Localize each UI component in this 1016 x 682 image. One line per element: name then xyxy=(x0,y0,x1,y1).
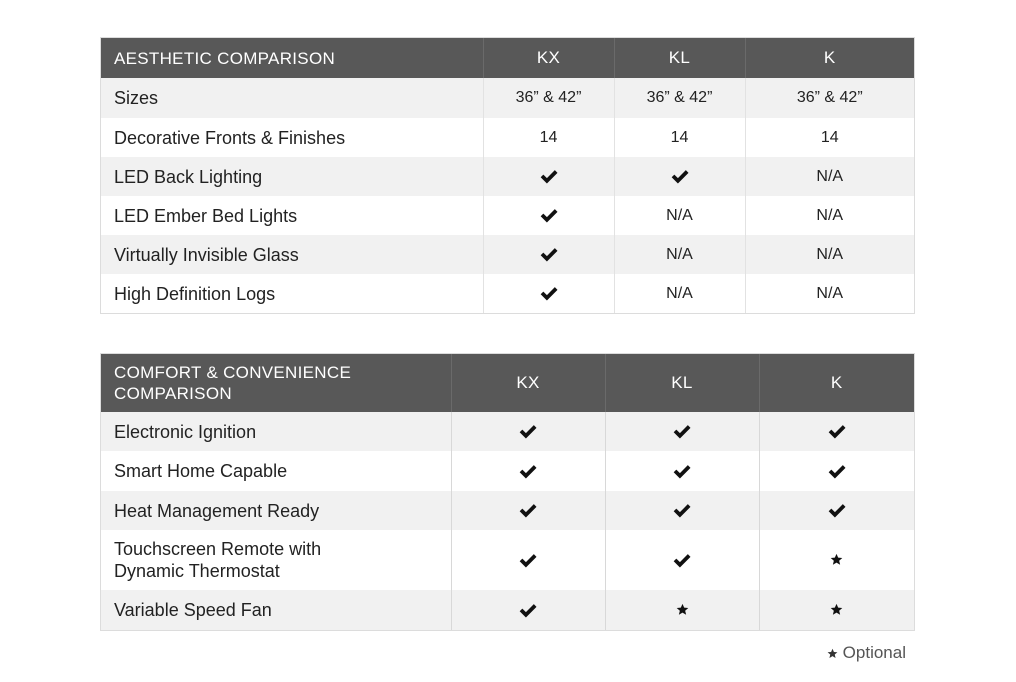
row-label-line: Electronic Ignition xyxy=(114,421,257,442)
cell-value: 14 xyxy=(820,128,839,146)
column-header-k: K xyxy=(745,38,914,78)
table-row xyxy=(101,196,914,235)
cell-kx xyxy=(483,196,614,235)
check-icon xyxy=(827,422,847,440)
row-label: LED Back Lighting xyxy=(101,157,483,196)
footnote-text: Optional xyxy=(842,643,906,662)
cell-kl xyxy=(605,530,759,590)
cell-kl xyxy=(614,157,745,196)
check-icon xyxy=(539,167,559,185)
cell-kx xyxy=(483,118,614,157)
comfort-header-row xyxy=(101,354,914,412)
table-row xyxy=(101,235,914,274)
aesthetic-table-title: AESTHETIC COMPARISON xyxy=(101,38,483,78)
cell-kx xyxy=(451,590,605,630)
star-icon xyxy=(676,603,689,616)
cell-value: N/A xyxy=(816,167,844,185)
cell-kl xyxy=(605,412,759,451)
table-row xyxy=(101,451,914,491)
check-icon xyxy=(518,501,538,519)
row-label: Virtually Invisible Glass xyxy=(101,235,483,274)
cell-value: N/A xyxy=(666,284,693,302)
row-label-line: Smart Home Capable xyxy=(114,461,288,481)
cell-value: N/A xyxy=(666,245,693,263)
row-label xyxy=(101,451,451,491)
check-icon xyxy=(518,551,538,569)
cell-kx xyxy=(451,530,605,590)
cell-value: N/A xyxy=(816,284,844,302)
check-icon xyxy=(672,462,692,480)
cell-kl xyxy=(614,235,745,274)
column-header-k: K xyxy=(759,354,914,412)
cell-kx xyxy=(451,491,605,530)
column-header-kx: KX xyxy=(451,354,605,412)
row-label-line: Touchscreen Remote with xyxy=(114,539,322,559)
check-icon xyxy=(827,462,847,480)
row-label-line: Variable Speed Fan xyxy=(114,600,272,620)
row-label: Sizes xyxy=(101,78,483,118)
row-label: Decorative Fronts & Finishes xyxy=(101,118,483,157)
row-label xyxy=(101,590,451,630)
cell-kx xyxy=(483,235,614,274)
row-label xyxy=(101,412,451,451)
cell-kx xyxy=(483,274,614,313)
cell-k xyxy=(759,530,914,590)
star-icon xyxy=(827,648,838,659)
cell-k xyxy=(759,491,914,530)
check-icon xyxy=(539,245,559,263)
cell-kl xyxy=(605,590,759,630)
cell-value: N/A xyxy=(816,206,844,224)
row-label: LED Ember Bed Lights xyxy=(101,196,483,235)
check-icon xyxy=(672,501,692,519)
check-icon xyxy=(518,462,538,480)
comfort-title-line1: COMFORT & CONVENIENCE xyxy=(114,363,352,382)
cell-k xyxy=(745,157,914,196)
check-icon xyxy=(539,284,559,302)
column-header-kl: KL xyxy=(605,354,759,412)
cell-k xyxy=(759,590,914,630)
cell-kl xyxy=(605,451,759,491)
cell-value: N/A xyxy=(666,206,693,224)
cell-k xyxy=(745,196,914,235)
cell-value: 36” & 42” xyxy=(515,89,582,106)
cell-k xyxy=(745,235,914,274)
cell-value: N/A xyxy=(816,245,844,263)
table-row xyxy=(101,274,914,313)
cell-kl xyxy=(605,491,759,530)
check-icon xyxy=(518,422,538,440)
table-row xyxy=(101,491,914,530)
check-icon xyxy=(672,551,692,569)
star-icon xyxy=(830,603,843,616)
check-icon xyxy=(672,422,692,440)
table-row xyxy=(101,118,914,157)
row-label xyxy=(101,530,451,590)
comfort-table-title xyxy=(101,354,451,412)
cell-kl xyxy=(614,118,745,157)
row-label: High Definition Logs xyxy=(101,274,483,313)
check-icon xyxy=(539,206,559,224)
cell-kl xyxy=(614,78,745,118)
column-header-kl: KL xyxy=(614,38,745,78)
cell-kx xyxy=(451,451,605,491)
check-icon xyxy=(670,167,690,185)
row-label xyxy=(101,491,451,530)
cell-value: 14 xyxy=(670,128,689,146)
table-row xyxy=(101,78,914,118)
cell-kx xyxy=(451,412,605,451)
column-header-kx: KX xyxy=(483,38,614,78)
aesthetic-header-row xyxy=(101,38,914,78)
check-icon xyxy=(518,601,538,619)
optional-footnote xyxy=(827,643,906,663)
table-row xyxy=(101,530,914,590)
check-icon xyxy=(827,501,847,519)
aesthetic-comparison-table xyxy=(101,38,914,313)
cell-k xyxy=(745,78,914,118)
table-row xyxy=(101,412,914,451)
row-label-line: Heat Management Ready xyxy=(114,500,320,521)
cell-k xyxy=(745,118,914,157)
cell-kx xyxy=(483,157,614,196)
cell-k xyxy=(759,412,914,451)
cell-kx xyxy=(483,78,614,118)
table-row xyxy=(101,590,914,630)
comfort-comparison-table xyxy=(101,354,914,630)
cell-k xyxy=(745,274,914,313)
comfort-title-line2: COMPARISON xyxy=(114,384,232,403)
table-row xyxy=(101,157,914,196)
cell-k xyxy=(759,451,914,491)
cell-kl xyxy=(614,274,745,313)
cell-value: 14 xyxy=(539,128,558,146)
star-icon xyxy=(830,553,843,566)
cell-value: 36” & 42” xyxy=(646,89,713,106)
row-label-line: Dynamic Thermostat xyxy=(114,561,280,581)
cell-kl xyxy=(614,196,745,235)
cell-value: 36” & 42” xyxy=(796,89,863,106)
